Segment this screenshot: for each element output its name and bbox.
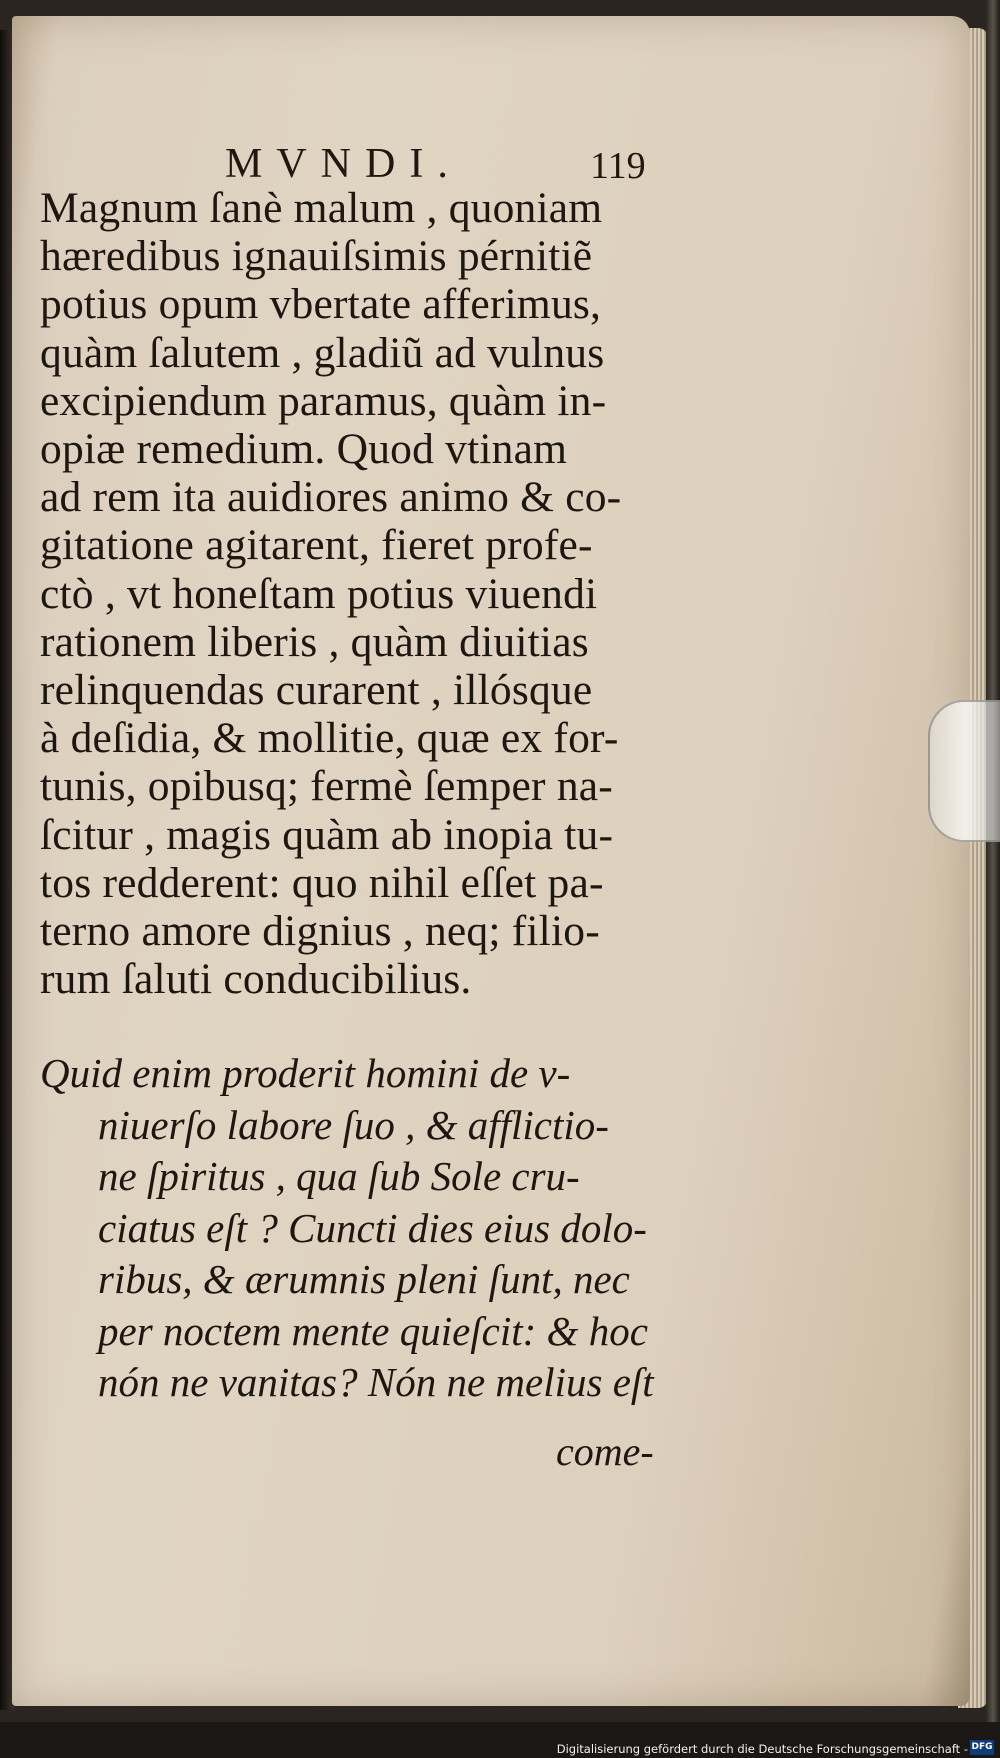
page-number: 119: [590, 145, 646, 187]
quote-line: per noctem mente quieſcit: & hoc: [98, 1307, 648, 1354]
text-line: potius opum vbertate afferimus,: [40, 280, 602, 329]
text-line: relinquendas curarent , illósque: [40, 666, 593, 715]
quote-line: Quid enim proderit homini de v-: [40, 1050, 571, 1096]
running-head: MVNDI.: [225, 141, 462, 187]
body-paragraph: [40, 184, 680, 1003]
text-line: ad rem ita auidiores animo & co-: [40, 473, 622, 522]
quote-line: ne ſpiritus , qua ſub Sole cru-: [98, 1153, 580, 1199]
text-line: quàm ſalutem , gladiũ ad vulnus: [40, 328, 605, 377]
text-line: rationem liberis , quàm diuitias: [40, 617, 589, 666]
text-line: hæredibus ignauiſsimis pérnitiẽ: [40, 232, 593, 281]
quote-line: ciatus eſt ? Cuncti dies eius dolo-: [98, 1204, 647, 1251]
text-line: gitatione agitarent, fieret profe-: [40, 521, 593, 570]
quote-line: niuerſo labore ſuo , & afflictio-: [98, 1101, 609, 1148]
text-line: Magnum ſanè malum , quoniam: [40, 184, 603, 232]
text-line: ctò , vt honeſtam potius viuendi: [40, 569, 598, 618]
quote-line: ribus, & ærumnis pleni ſunt, nec: [98, 1256, 630, 1302]
text-line: terno amore dignius , neq; filio-: [40, 907, 600, 956]
text-line: tos redderent: quo nihil eſſet pa-: [40, 858, 604, 907]
book-cover-edge: [986, 0, 1000, 1758]
page-clip: [928, 700, 1000, 842]
text-line: excipiendum paramus, quàm in-: [40, 376, 607, 425]
quote-line: nón ne vanitas? Nón ne melius eſt: [98, 1359, 654, 1405]
digitization-credit: Digitalisierung gefördert durch die Deutsche Forschungsgemeinschaft -: [556, 1742, 968, 1756]
text-line: opiæ remedium. Quod vtinam: [40, 425, 568, 474]
text-line: ſcitur , magis quàm ab inopia tu-: [40, 810, 614, 859]
catchword: come-: [556, 1429, 654, 1474]
text-line: rum ſaluti conducibilius.: [40, 955, 472, 1004]
italic-quotation: [40, 1048, 680, 1409]
text-line: à deſidia, & mollitie, quæ ex for-: [40, 714, 619, 763]
dfg-logo: DFG: [970, 1740, 994, 1755]
text-line: tunis, opibusq; fermè ſemper na-: [40, 762, 613, 811]
